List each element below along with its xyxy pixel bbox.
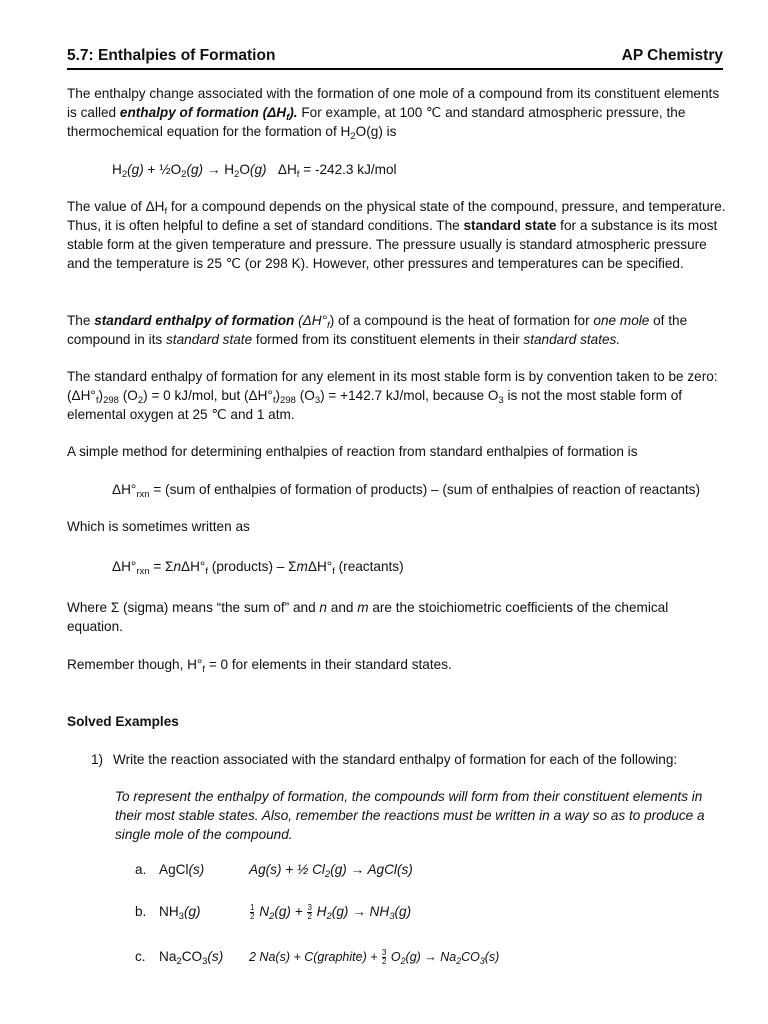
sigma-explanation-paragraph: Where Σ (sigma) means “the sum of” and n and m are the stoichiometric coefficients of the chemical equation.	[67, 600, 669, 634]
question-number: 1)	[91, 752, 104, 767]
formation-reaction: Ag(s) + ½ $Cl_2(g)$ → AgCl(s)	[249, 862, 413, 880]
intro-paragraph: The enthalpy change associated with the formation of one mole of a compound from its constituent elements is called enthalpy of formation $(\Delta H_f)$. For example, at 100 ℃ and standard atmospheric pressure, the thermochemical equation for the formation of $H_2O(g)$ is	[67, 86, 720, 142]
written-as-paragraph: Which is sometimes written as	[67, 519, 250, 534]
question-text: Write the reaction associated with the standard enthalpy of formation for each of the following:	[113, 752, 678, 767]
sigma-equation: $\Delta H^\circ_{rxn} = \Sigma n\Delta H^\circ_f$ (products) – $\Sigma m\Delta H^\circ_f$ (reactants)	[112, 559, 404, 577]
formation-reaction: 2 Na(s) + C(graphite) + $\frac{3}{2}$ $O_2(g) \to Na_2CO_3(s)$	[249, 948, 500, 967]
element-convention-paragraph: The standard enthalpy of formation for any element in its most stable form is by convention taken to be zero: $(\Delta H^\circ_f)_{298}$ $(O_2) = 0$ kJ/mol, but $(\Delta H^\circ_f)_{298}$ $(O_3) = +142.7$ kJ/mol, because $O_3$ is not the most stable form of elemental oxygen at 25 ℃ and 1 atm.	[67, 369, 718, 422]
course-title: AP Chemistry	[621, 47, 723, 64]
fraction-one-half: $\frac{1}{2}$	[250, 902, 255, 921]
formation-reaction: $\frac{1}{2}$ $N_2(g)$ + $\frac{3}{2}$ $H_2(g) \to NH_3(g)$	[250, 902, 412, 922]
standard-state-paragraph: The value of $\Delta H_f$ for a compound depends on the physical state of the compound, pressure, and temperature. Thus, it is often helpful to define a set of standard conditions. The standard state for a substance is its most stable form at the given temperature and pressure. The pressure usually is standard atmospheric pressure and the temperature is 25 ℃ (or 298 K). However, other pressures and temperatures can be specified.	[67, 199, 726, 271]
reminder-paragraph: Remember though, $H^\circ_f = 0$ for elements in their standard states.	[67, 657, 452, 675]
compound-formula: AgCl(s)	[159, 862, 205, 877]
standard-enthalpy-paragraph: The standard enthalpy of formation $(\Delta H^\circ_f)$ of a compound is the heat of formation for one mole of the compound in its standard state formed from its constituent elements in their standard states.	[67, 313, 688, 347]
method-paragraph: A simple method for determining enthalpies of reaction from standard enthalpies of formation is	[67, 444, 638, 459]
fraction-three-halves: $\frac{3}{2}$	[307, 902, 312, 921]
compound-formula: $NH_3(g)$	[159, 904, 201, 922]
section-title: 5.7: Enthalpies of Formation	[67, 47, 276, 64]
document-page: 5.7: Enthalpies of Formation AP Chemistry The enthalpy change associated with the formation of one mole of a compound from its constituent elements is called enthalpy of formation $(\Delta H_f)$. For example, at 100 ℃ and standard atmospheric pressure, the thermochemical equation for the formation of $H_2O(g)$ is $H_2(g)$ + $\frac{1}{2}O_2(g) \to H_2O(g)$ $\Delta H_f = -242.3$ kJ/mol The value of $\Delta H_f$ for a compound depends on the physical state of the compound, pressure, and temperature. Thus, it is often helpful to define a set of standard conditions. The standard state for a substance is its most stable form at the given temperature and pressure. The pressure usually is standard atmospheric pressure and the temperature is 25 ℃ (or 298 K). However, other pressures and temperatures can be specified. The standard enthalpy of formation $(\Delta H^\circ_f)$ of a compound is the heat of formation for one mole of the compound in its standard state formed from its constituent elements in their standard states. The standard enthalpy of formation for any element in its most stable form is by convention taken to be zero: $(\Delta H^\circ_f)_{298}$ $(O_2) = 0$ kJ/mol, but $(\Delta H^\circ_f)_{298}$ $(O_3) = +142.7$ kJ/mol, because $O_3$ is not the most stable form of elemental oxygen at 25 ℃ and 1 atm. A simple method for determining enthalpies of reaction from standard enthalpies of formation is $\Delta H^\circ_{rxn} = (sum$ of enthalpies of formation of products) – (sum of enthalpies of reaction of reactants) Which is sometimes written as $\Delta H^\circ_{rxn} = \Sigma n\Delta H^\circ_f$ (products) – $\Sigma m\Delta H^\circ_f$ (reactants) Where Σ (sigma) means “the sum of” and n and m are the stoichiometric coefficients of the chemical equation. Remember though, $H^\circ_f = 0$ for elements in their standard states. Solved Examples 1) Write the reaction associated with the standard enthalpy of formation for each of the following: To represent the enthalpy of formation, the compounds will form from their constituent elements in their most stable states. Also, remember the reactions must be written in a way so as to produce a single mole of the compound. a. AgCl(s) Ag(s) + ½ $Cl_2(g)$ → AgCl(s) b. $NH_3(g)$ $\frac{1}{2}$ $N_2(g)$ + $\frac{3}{2}$ $H_2(g) \to NH_3(g)$ c. $Na_2CO_3(s)$ 2 Na(s) + C(graphite) + $\frac{3}{2}$ $O_2(g) \to Na_2CO_3(s)$	[67, 47, 726, 967]
compound-formula: $Na_2CO_3(s)$	[159, 949, 224, 967]
fraction-three-halves: $\frac{3}{2}$	[382, 948, 387, 967]
page-header	[67, 46, 723, 70]
solved-examples-heading: Solved Examples	[67, 714, 179, 729]
question-explanation: To represent the enthalpy of formation, the compounds will form from their constituent elements in their most stable states. Also, remember the reactions must be written in a way so as to produce a single mole of the compound.	[115, 789, 705, 842]
water-formation-equation: $H_2(g)$ + $\frac{1}{2}O_2(g) \to H_2O(g)$ $\Delta H_f = -242.3$ kJ/mol	[112, 162, 397, 180]
reaction-enthalpy-equation: $\Delta H^\circ_{rxn} = (sum$ of enthalpies of formation of products) – (sum of enthalpies of reaction of reactants)	[112, 482, 701, 500]
